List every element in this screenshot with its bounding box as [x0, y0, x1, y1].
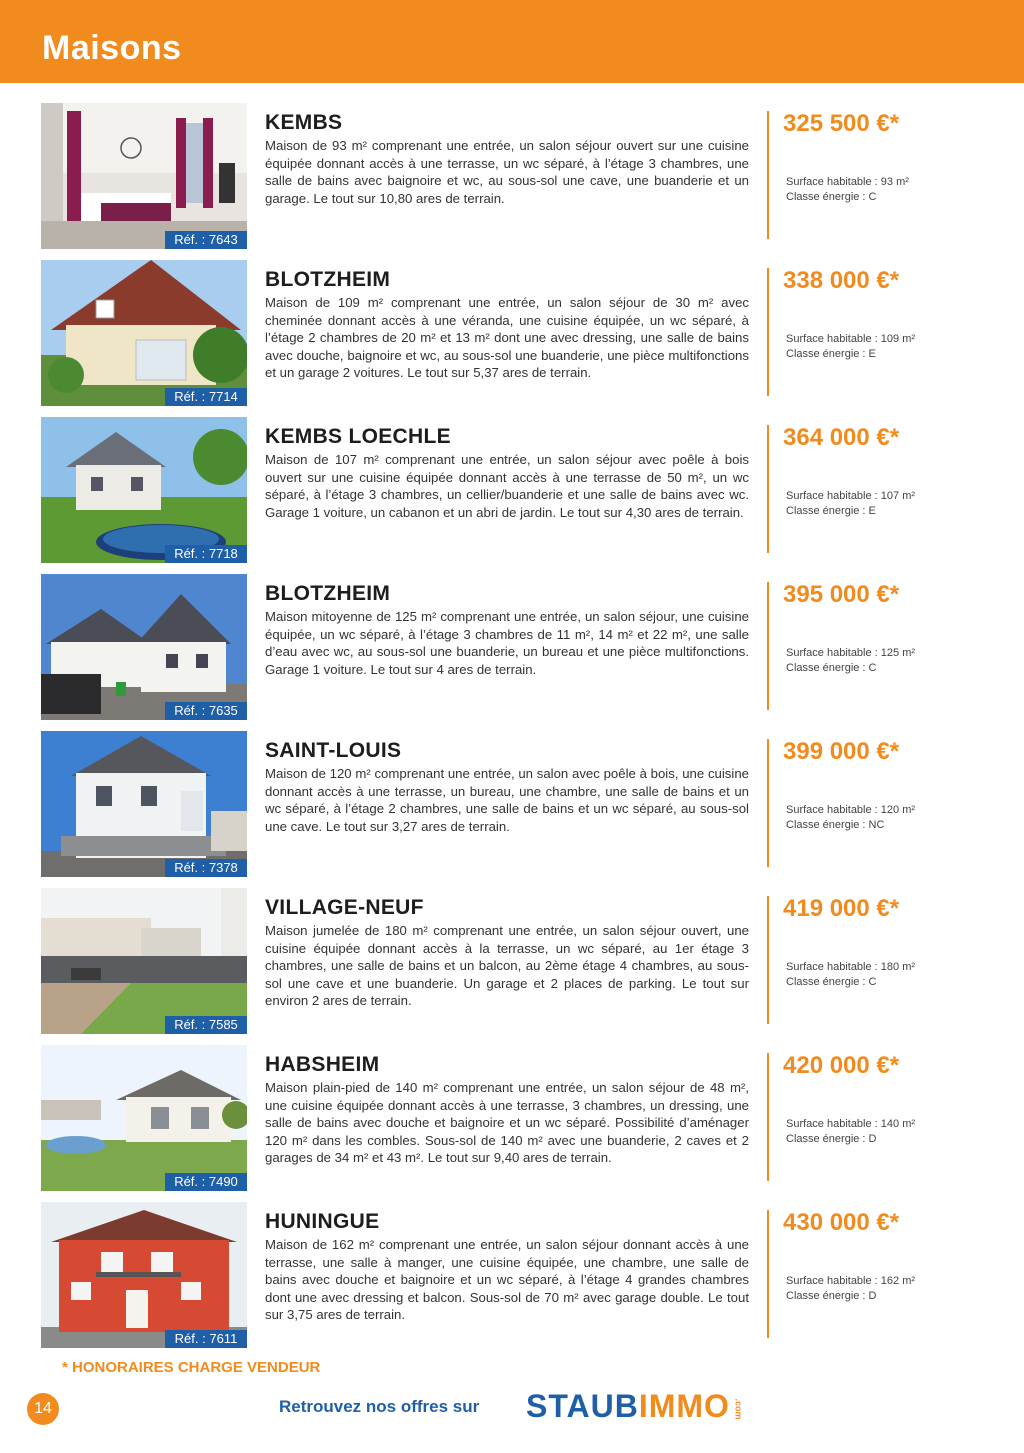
energy-class-label: Classe énergie : D	[786, 1290, 877, 1302]
listing-photo[interactable]	[41, 731, 247, 877]
surface-label: Surface habitable : 109 m²	[786, 333, 916, 345]
price-divider	[767, 111, 769, 239]
listing-description: Maison de 107 m² comprenant une entrée, un salon séjour avec poêle à bois ouvert sur une cuisine équipée donnant accès à une terrasse de 50 m², un wc séparé, à l’étage 3 chambres, un cellier/buanderie et une salle de bains avec wc. Garage 1 voiture, un cabanon et un abri de jardin. Le tout sur 4,30 ares de terrain.	[265, 452, 749, 520]
surface-label: Surface habitable : 140 m²	[786, 1118, 916, 1130]
logo-staub: STAUB	[526, 1388, 639, 1424]
reference-badge: Réf. : 7635	[165, 702, 247, 720]
listing-photo[interactable]	[41, 1202, 247, 1348]
listing-facts	[786, 332, 915, 362]
listing-photo[interactable]	[41, 103, 247, 249]
listing-facts	[786, 960, 915, 990]
house-photo	[41, 574, 247, 720]
reference-badge: Réf. : 7714	[165, 388, 247, 406]
fees-note: * HONORAIRES CHARGE VENDEUR	[62, 1359, 321, 1376]
listing-card[interactable]	[0, 1202, 1024, 1349]
logo-immo: IMMO	[638, 1388, 730, 1424]
listing-city: KEMBS	[265, 111, 343, 134]
listing-description: Maison de 93 m² comprenant une entrée, un salon séjour ouvert sur une cuisine équipée donnant accès à une terrasse, un wc séparé, à l’étage 3 chambres, une salle de bains avec baignoire et wc, au sous-sol une cave, une buanderie et un garage. Le tout sur 10,80 ares de terrain.	[265, 138, 749, 206]
listing-photo[interactable]	[41, 574, 247, 720]
listing-price: 399 000 €*	[783, 738, 900, 765]
surface-label: Surface habitable : 180 m²	[786, 961, 916, 973]
listing-description: Maison de 120 m² comprenant une entrée, un salon avec poêle à bois, une cuisine donnant accès à une terrasse, un bureau, une chambre, une salle de bains et un wc séparé, à l’étage 2 chambres, une salle de bains et un wc séparé, au sous-sol une cave. Le tout sur 3,27 ares de terrain.	[265, 766, 749, 834]
listing-facts	[786, 803, 915, 833]
price-divider	[767, 1210, 769, 1338]
terrace-photo	[41, 888, 247, 1034]
staubimmo-logo[interactable]	[526, 1386, 749, 1426]
house-photo	[41, 1045, 247, 1191]
listing-card[interactable]	[0, 574, 1024, 721]
energy-class-label: Classe énergie : D	[786, 1133, 877, 1145]
listing-card[interactable]	[0, 731, 1024, 878]
listing-description: Maison de 162 m² comprenant une entrée, un salon séjour donnant accès à une terrasse, une salle à manger, une cuisine équipée, une chambre, une salle de bains avec douche et baignoire et un wc séparé, à l’étage 4 grandes chambres dont une avec dressing et balcon. Sous-sol de 70 m² avec garage double. Le tout sur 3,75 ares de terrain.	[265, 1237, 749, 1323]
page-number: 14	[27, 1393, 59, 1425]
listing-photo[interactable]	[41, 260, 247, 406]
surface-label: Surface habitable : 125 m²	[786, 647, 916, 659]
offers-tagline: Retrouvez nos offres sur	[279, 1397, 480, 1416]
energy-class-label: Classe énergie : C	[786, 662, 877, 674]
reference-badge: Réf. : 7718	[165, 545, 247, 563]
listing-facts	[786, 646, 915, 676]
page-header	[0, 0, 1024, 83]
energy-class-label: Classe énergie : NC	[786, 819, 885, 831]
surface-label: Surface habitable : 93 m²	[786, 176, 909, 188]
listing-price: 430 000 €*	[783, 1209, 900, 1236]
listing-photo[interactable]	[41, 417, 247, 563]
house-photo	[41, 1202, 247, 1348]
reference-badge: Réf. : 7585	[165, 1016, 247, 1034]
listing-card[interactable]	[0, 1045, 1024, 1192]
price-divider	[767, 896, 769, 1024]
listing-description: Maison de 109 m² comprenant une entrée, un salon séjour de 30 m² avec cheminée donnant accès à une véranda, une cuisine équipée, un wc séparé, à l’étage 2 chambres de 20 m² et 13 m² dont une avec dressing, une salle de bains avec douche, baignoire et wc, au sous-sol une buanderie, une pièce multifonctions et un garage 2 voitures. Le tout sur 5,37 ares de terrain.	[265, 295, 749, 381]
listing-facts	[786, 1274, 915, 1304]
listing-price: 420 000 €*	[783, 1052, 900, 1079]
listing-price: 338 000 €*	[783, 267, 900, 294]
listing-facts	[786, 489, 915, 519]
energy-class-label: Classe énergie : E	[786, 505, 876, 517]
energy-class-label: Classe énergie : C	[786, 976, 877, 988]
surface-label: Surface habitable : 107 m²	[786, 490, 916, 502]
listing-city: HABSHEIM	[265, 1053, 380, 1076]
house-photo	[41, 417, 247, 563]
listing-description: Maison jumelée de 180 m² comprenant une entrée, un salon séjour ouvert, une cuisine équipée donnant accès à la terrasse, un wc séparé, au 1er étage 3 chambres, une salle de bains et un balcon, au 2ème étage 4 chambres, au sous-sol une cave et une buanderie. Un garage et 2 places de parking. Le tout sur environ 2 ares de terrain.	[265, 923, 749, 1009]
listing-city: VILLAGE-NEUF	[265, 896, 424, 919]
price-divider	[767, 739, 769, 867]
listing-price: 325 500 €*	[783, 110, 900, 137]
listing-price: 364 000 €*	[783, 424, 900, 451]
reference-badge: Réf. : 7490	[165, 1173, 247, 1191]
price-divider	[767, 582, 769, 710]
logo-dotcom: .com	[733, 1398, 744, 1420]
price-divider	[767, 268, 769, 396]
listing-card[interactable]	[0, 103, 1024, 250]
listing-card[interactable]	[0, 888, 1024, 1035]
listing-city: SAINT-LOUIS	[265, 739, 402, 762]
listing-city: BLOTZHEIM	[265, 268, 391, 291]
reference-badge: Réf. : 7378	[165, 859, 247, 877]
energy-class-label: Classe énergie : E	[786, 348, 876, 360]
listing-card[interactable]	[0, 417, 1024, 564]
surface-label: Surface habitable : 120 m²	[786, 804, 916, 816]
listing-price: 419 000 €*	[783, 895, 900, 922]
reference-badge: Réf. : 7643	[165, 231, 247, 249]
listing-city: BLOTZHEIM	[265, 582, 391, 605]
page-title: Maisons	[42, 29, 182, 67]
price-divider	[767, 425, 769, 553]
listing-card[interactable]	[0, 260, 1024, 407]
surface-label: Surface habitable : 162 m²	[786, 1275, 916, 1287]
listing-photo[interactable]	[41, 888, 247, 1034]
listing-description: Maison plain-pied de 140 m² comprenant une entrée, un salon séjour de 48 m², une cuisine équipée donnant accès à une terrasse, 3 chambres, un dressing, une salle de bains avec douche et baignoire et un wc séparé. Possibilité d’aménager 120 m² dans les combles. Sous-sol de 140 m² avec une buanderie, 2 caves et 2 garages de 34 m² et 43 m². Le tout sur 9,40 ares de terrain.	[265, 1080, 749, 1166]
house-photo	[41, 731, 247, 877]
reference-badge: Réf. : 7611	[165, 1330, 247, 1348]
interior-photo	[41, 103, 247, 249]
listing-facts	[786, 175, 909, 205]
listing-city: KEMBS LOECHLE	[265, 425, 451, 448]
price-divider	[767, 1053, 769, 1181]
listing-price: 395 000 €*	[783, 581, 900, 608]
listing-facts	[786, 1117, 915, 1147]
house-photo	[41, 260, 247, 406]
energy-class-label: Classe énergie : C	[786, 191, 877, 203]
listing-photo[interactable]	[41, 1045, 247, 1191]
listing-city: HUNINGUE	[265, 1210, 380, 1233]
listing-description: Maison mitoyenne de 125 m² comprenant une entrée, un salon séjour, une cuisine équipée, un wc séparé, à l’étage 3 chambres de 11 m², 14 m² et 22 m², une salle d’eau avec wc, au sous-sol une buanderie, un bureau et une pièce multifonctions. Garage 1 voiture. Le tout sur 4 ares de terrain.	[265, 609, 749, 677]
